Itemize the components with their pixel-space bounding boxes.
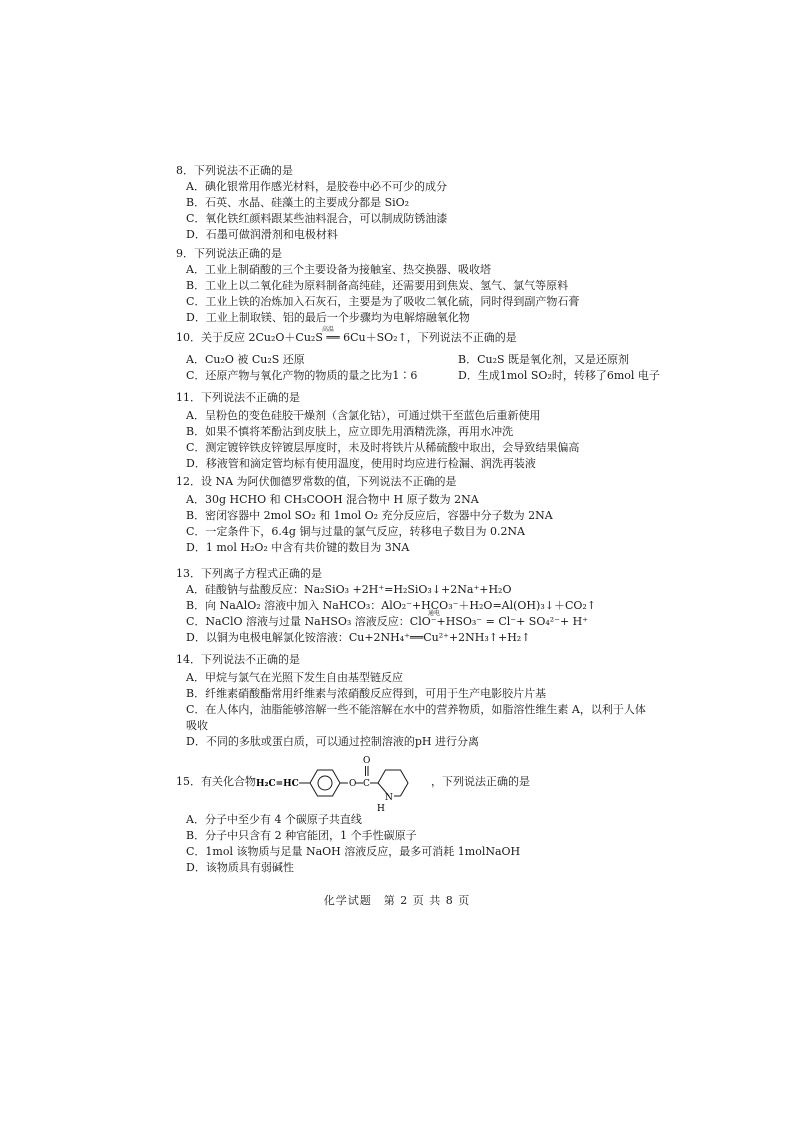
option-b: B．如果不慎将苯酚沾到皮肤上，应立即先用酒精洗涤，再用水冲洗 xyxy=(186,425,514,438)
option-b: B．工业上以二氧化硅为原料制备高纯硅，还需要用到焦炭、氢气、氯气等原料 xyxy=(186,279,569,292)
option-a: A．碘化银常用作感光材料，是胶卷中必不可少的成分 xyxy=(186,180,447,193)
option-row xyxy=(176,368,696,384)
option-c: C．测定镀锌铁皮锌镀层厚度时，未及时将铁片从稀硫酸中取出，会导致结果偏高 xyxy=(186,441,580,454)
option-d: D．石墨可做润滑剂和电极材料 xyxy=(186,228,338,241)
option-b: B．密闭容器中 2mol SO₂ 和 1mol O₂ 充分反应后，容器中分子数为 2NA xyxy=(186,509,553,522)
option-a: A．工业上制硝酸的三个主要设备为接触室、热交换器、吸收塔 xyxy=(186,263,491,276)
vinyl-group-label: H₂C=HC xyxy=(256,779,299,789)
option-a: A．甲烷与氯气在光照下发生自由基型链反应 xyxy=(186,671,403,684)
structure-diagram xyxy=(256,752,431,812)
option-c: C．工业上铁的冶炼加入石灰石，主要是为了吸收二氧化硫，同时得到副产物石膏 xyxy=(186,295,580,308)
question-13 xyxy=(176,566,696,646)
question-15 xyxy=(176,752,696,876)
option-b: B．Cu₂S 既是氧化剂，又是还原剂 xyxy=(458,353,630,366)
question-10 xyxy=(176,330,696,384)
page-footer: 化学试题 第 2 页 共 8 页 xyxy=(323,894,471,907)
nh-hydrogen: H xyxy=(377,804,385,812)
option-b: B．石英、水晶、硅藻土的主要成分都是 SiO₂ xyxy=(186,196,410,209)
option-d: D．该物质具有弱碱性 xyxy=(186,861,294,874)
option-c: C．NaClO 溶液与过量 NaHSO₃ 溶液反应：ClO⁻+HSO₃⁻ = Cl⁻+ SO₄²⁻+ H⁺ xyxy=(186,615,589,628)
option-c: C．一定条件下，6.4g 铜与过量的氯气反应，转移电子数目为 0.2NA xyxy=(186,525,526,538)
option-a: A．Cu₂O 被 Cu₂S 还原 xyxy=(186,353,305,366)
option-d: D．生成1mol SO₂时，转移了6mol 电子 xyxy=(458,369,660,382)
question-11 xyxy=(176,390,696,472)
question-stem: 12．设 NA 为阿伏伽德罗常数的值，下列说法不正确的是 xyxy=(176,475,457,488)
option-c: C．在人体内，油脂能够溶解一些不能溶解在水中的营养物质，如脂溶性维生素 A，以利于人体吸收 xyxy=(186,703,646,732)
ring-nitrogen: N xyxy=(385,793,393,803)
question-12 xyxy=(176,474,696,556)
question-14 xyxy=(176,652,696,750)
reaction-condition: 通电 xyxy=(428,610,441,617)
question-9 xyxy=(176,246,696,326)
question-stem: 10．关于反应 2Cu₂O＋Cu₂S ══ 6Cu＋SO₂↑，下列说法不正确的是 xyxy=(176,331,517,344)
stem-after: ，下列说法正确的是 xyxy=(431,775,530,788)
option-c: C．1mol 该物质与足量 NaOH 溶液反应，最多可消耗 1molNaOH xyxy=(186,845,521,858)
question-stem: 13．下列离子方程式正确的是 xyxy=(176,567,322,580)
option-d: D．工业上制取镁、铝的最后一个步骤均为电解熔融氧化物 xyxy=(186,311,470,324)
ester-oxygen: O xyxy=(349,779,357,789)
aromatic-circle xyxy=(318,776,332,790)
option-a: A．分子中至少有 4 个碳原子共直线 xyxy=(186,813,362,826)
option-b: B．分子中只含有 2 种官能团，1 个手性碳原子 xyxy=(186,829,417,842)
option-a: A．30g HCHO 和 CH₃COOH 混合物中 H 原子数为 2NA xyxy=(186,493,479,506)
question-stem: 11．下列说法不正确的是 xyxy=(176,391,300,404)
question-8 xyxy=(176,163,696,243)
question-stem: 14．下列说法不正确的是 xyxy=(176,653,300,666)
question-stem xyxy=(176,752,696,812)
reaction-condition: 高温 xyxy=(322,326,335,333)
carbonyl-oxygen: O xyxy=(363,756,371,766)
option-b: B．纤维素硝酸酯常用纤维素与浓硝酸反应得到，可用于生产电影胶片片基 xyxy=(186,687,547,700)
benzene-ring xyxy=(310,770,340,796)
option-d: D．移液管和滴定管均标有使用温度，使用时均应进行检漏、润洗再装液 xyxy=(186,457,536,470)
option-c: C．还原产物与氧化产物的物质的量之比为1∶6 xyxy=(186,369,418,382)
stem-before: 15．有关化合物 xyxy=(176,775,256,788)
option-c: C．氧化铁红颜料跟某些油料混合，可以制成防锈油漆 xyxy=(186,212,448,225)
option-d: D．不同的多肽或蛋白质，可以通过控制溶液的pH 进行分离 xyxy=(186,735,479,748)
piperidine-ring xyxy=(378,770,408,796)
option-d: D．以铜为电极电解氯化铵溶液：Cu+2NH₄⁺══Cu²⁺+2NH₃↑+H₂↑ xyxy=(186,631,531,644)
carbonyl-carbon: C xyxy=(363,779,370,789)
option-row xyxy=(176,352,696,368)
option-b: B．向 NaAlO₂ 溶液中加入 NaHCO₃：AlO₂⁻+HCO₃⁻＋H₂O=Al(OH)₃↓＋CO₂↑ xyxy=(186,599,597,612)
option-d: D．1 mol H₂O₂ 中含有共价键的数目为 3NA xyxy=(186,541,410,554)
option-a: A．硅酸钠与盐酸反应：Na₂SiO₃ +2H⁺=H₂SiO₃↓+2Na⁺+H₂O xyxy=(186,583,512,596)
question-stem: 9．下列说法正确的是 xyxy=(176,247,282,260)
question-stem: 8．下列说法不正确的是 xyxy=(176,164,293,177)
option-a: A．呈粉色的变色硅胶干燥剂（含氯化钴），可通过烘干至蓝色后重新使用 xyxy=(186,409,541,422)
